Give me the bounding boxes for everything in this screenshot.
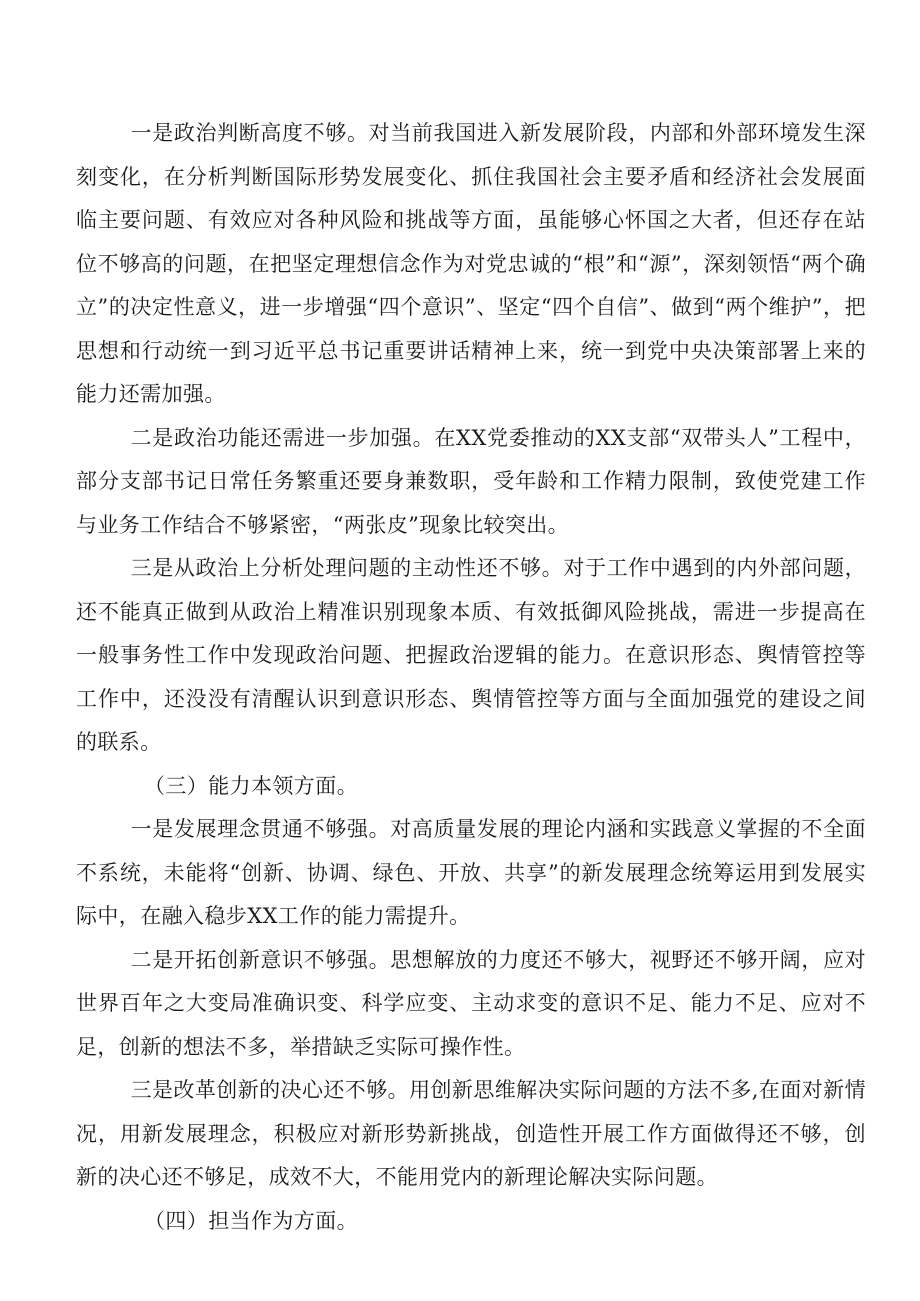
section-heading-responsibility: （四）担当作为方面。: [144, 1208, 358, 1233]
paragraph-political-judgment: 一是政治判断高度不够。对当前我国进入新发展阶段，内部和外部环境发生深刻变化，在分析判断国际形势发展变化、抓住我国社会主要矛盾和经济社会发展面临主要问题、有效应对各种风险和挑战等方面，虽能够心怀国之大者，但还存在站位不够高的问题，在把坚定理想信念作为对党忠诚的“根”和“源”，深刻领悟“两个确立”的决定性意义，进一步增强“四个意识”、坚定“四个自信”、做到“两个维护”，把思想和行动统一到习近平总书记重要讲话精神上来，统一到党中央决策部署上来的能力还需加强。: [76, 121, 866, 406]
paragraph-innovation-awareness: 二是开拓创新意识不够强。思想解放的力度还不够大，视野还不够开阔，应对世界百年之大变局准确识变、科学应变、主动求变的意识不足、能力不足、应对不足，创新的想法不多，举措缺乏实际可操作性。: [76, 947, 866, 1059]
paragraph-political-function: 二是政治功能还需进一步加强。在XX党委推动的XX支部“双带头人”工程中，部分支部书记日常任务繁重还要身兼数职，受年龄和工作精力限制，致使党建工作与业务工作结合不够紧密，“两张皮”现象比较突出。: [76, 425, 866, 537]
paragraph-development-concept: 一是发展理念贯通不够强。对高质量发展的理论内涵和实践意义掌握的不全面不系统，未能将“创新、协调、绿色、开放、共享”的新发展理念统筹运用到发展实际中，在融入稳步XX工作的能力需提升。: [76, 817, 866, 928]
section-heading-capability: （三）能力本领方面。: [144, 773, 358, 798]
paragraph-political-initiative: 三是从政治上分析处理问题的主动性还不够。对于工作中遇到的内外部问题，还不能真正做到从政治上精准识别现象本质、有效抵御风险挑战，需进一步提高在一般事务性工作中发现政治问题、把握政治逻辑的能力。在意识形态、舆情管控等工作中，还没没有清醒认识到意识形态、舆情管控等方面与全面加强党的建设之间的联系。: [76, 556, 866, 754]
document-body: [76, 112, 866, 1243]
paragraph-reform-determination: 三是改革创新的决心还不够。用创新思维解决实际问题的方法不多,在面对新情况，用新发展理念，积极应对新形势新挑战，创造性开展工作方面做得还不够，创新的决心还不够足，成效不大，不能用党内的新理论解决实际问题。: [76, 1078, 866, 1189]
